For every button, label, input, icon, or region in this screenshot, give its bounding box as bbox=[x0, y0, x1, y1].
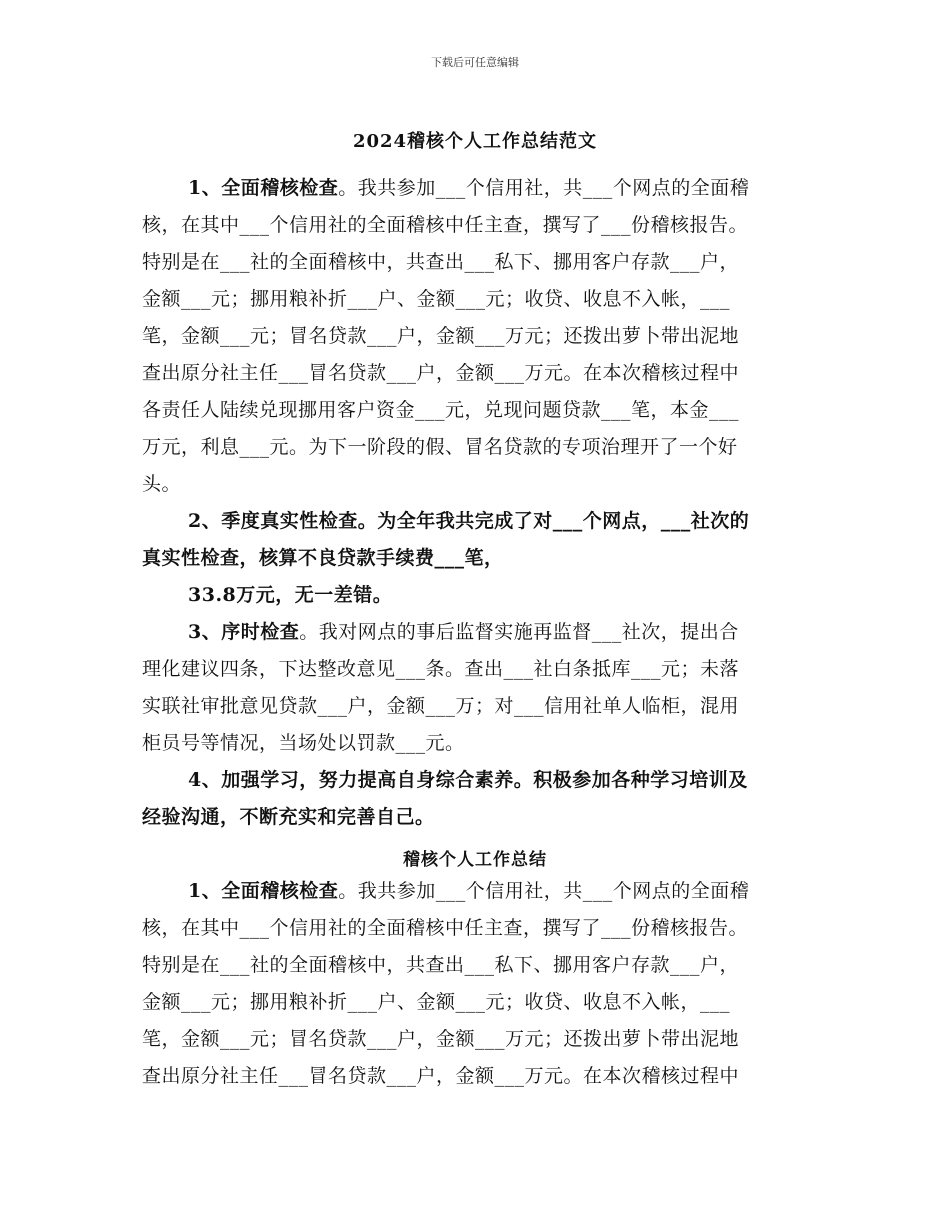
text-line bbox=[142, 984, 812, 1021]
text-line bbox=[142, 688, 812, 725]
body-text: 金额___元；挪用粮补折___户、金额___元；收贷、收息不入帐，___ bbox=[142, 991, 731, 1013]
document-title: 2024稽核个人工作总结范文 bbox=[352, 131, 598, 152]
text-line bbox=[142, 1058, 812, 1095]
text-line bbox=[142, 1021, 812, 1058]
text-line bbox=[142, 873, 812, 910]
body-text: 查出原分社主任___冒名贷款___户，金额___万元。在本次稽核过程中 bbox=[142, 362, 740, 384]
text-line bbox=[142, 503, 812, 540]
text-line bbox=[142, 429, 812, 466]
section-1 bbox=[142, 170, 812, 503]
text-line bbox=[142, 799, 812, 836]
text-line bbox=[142, 540, 812, 577]
bold-text: 真实性检查，核算不良贷款手续费___笔， bbox=[142, 547, 504, 569]
body-text: 万元，利息___元。为下一阶段的假、冒名贷款的专项治理开了一个好 bbox=[142, 436, 738, 458]
section-4 bbox=[142, 762, 812, 836]
body-text: 。我共参加___个信用社，共___个网点的全面稽 bbox=[338, 880, 750, 902]
bold-text: 1、全面稽核检查 bbox=[188, 880, 339, 902]
body-text: 笔，金额___元；冒名贷款___户，金额___万元；还拨出萝卜带出泥地 bbox=[142, 325, 740, 347]
section-5 bbox=[142, 873, 812, 1095]
bold-text: 33.8万元，无一差错。 bbox=[188, 584, 393, 606]
text-line bbox=[142, 910, 812, 947]
body-text: 。我共参加___个信用社，共___个网点的全面稽 bbox=[338, 177, 750, 199]
text-line bbox=[142, 207, 812, 244]
body-text: 实联社审批意见贷款___户，金额___万；对___信用社单人临柜，混用 bbox=[142, 695, 740, 717]
body-text: 核，在其中___个信用社的全面稽核中任主查，撰写了___份稽核报告。 bbox=[142, 917, 749, 939]
bold-text: 1、全面稽核检查 bbox=[188, 177, 339, 199]
text-line bbox=[142, 947, 812, 984]
body-text: 理化建议四条，下达整改意见___条。查出___社白条抵库___元；未落 bbox=[142, 658, 740, 680]
body-text: 查出原分社主任___冒名贷款___户，金额___万元。在本次稽核过程中 bbox=[142, 1065, 740, 1087]
bold-text: 经验沟通，不断充实和完善自己。 bbox=[142, 806, 435, 828]
body-text: 柜员号等情况，当场处以罚款___元。 bbox=[142, 732, 465, 754]
body-text: 特别是在___社的全面稽核中，共查出___私下、挪用客户存款___户， bbox=[142, 251, 740, 273]
text-line bbox=[142, 170, 812, 207]
body-text: 。我对网点的事后监督实施再监督___社次，提出合 bbox=[299, 621, 739, 643]
body-text: 各责任人陆续兑现挪用客户资金___元，兑现问题贷款___笔，本金___ bbox=[142, 399, 740, 421]
text-line bbox=[142, 577, 812, 614]
section-2 bbox=[142, 503, 812, 614]
body-text: 笔，金额___元；冒名贷款___户，金额___万元；还拨出萝卜带出泥地 bbox=[142, 1028, 740, 1050]
text-line bbox=[142, 466, 812, 503]
body-text: 特别是在___社的全面稽核中，共查出___私下、挪用客户存款___户， bbox=[142, 954, 740, 976]
text-line bbox=[142, 318, 812, 355]
text-line bbox=[142, 651, 812, 688]
bold-text: 4、加强学习，努力提高自身综合素养。积极参加各种学习培训及 bbox=[188, 769, 748, 791]
body-text: 头。 bbox=[142, 473, 182, 495]
text-line bbox=[142, 392, 812, 429]
bold-text: 2、季度真实性检查。为全年我共完成了对___个网点，___社次的 bbox=[188, 510, 750, 532]
body-text: 核，在其中___个信用社的全面稽核中任主查，撰写了___份稽核报告。 bbox=[142, 214, 749, 236]
body-text: 金额___元；挪用粮补折___户、金额___元；收贷、收息不入帐，___ bbox=[142, 288, 731, 310]
text-line bbox=[142, 614, 812, 651]
section-title-2: 稽核个人工作总结 bbox=[403, 850, 547, 870]
text-line bbox=[142, 725, 812, 762]
bold-text: 3、序时检查 bbox=[188, 621, 300, 643]
header-note: 下载后可任意编辑 bbox=[431, 56, 519, 69]
text-line bbox=[142, 281, 812, 318]
text-line bbox=[142, 762, 812, 799]
text-line bbox=[142, 244, 812, 281]
section-3 bbox=[142, 614, 812, 762]
text-line bbox=[142, 355, 812, 392]
